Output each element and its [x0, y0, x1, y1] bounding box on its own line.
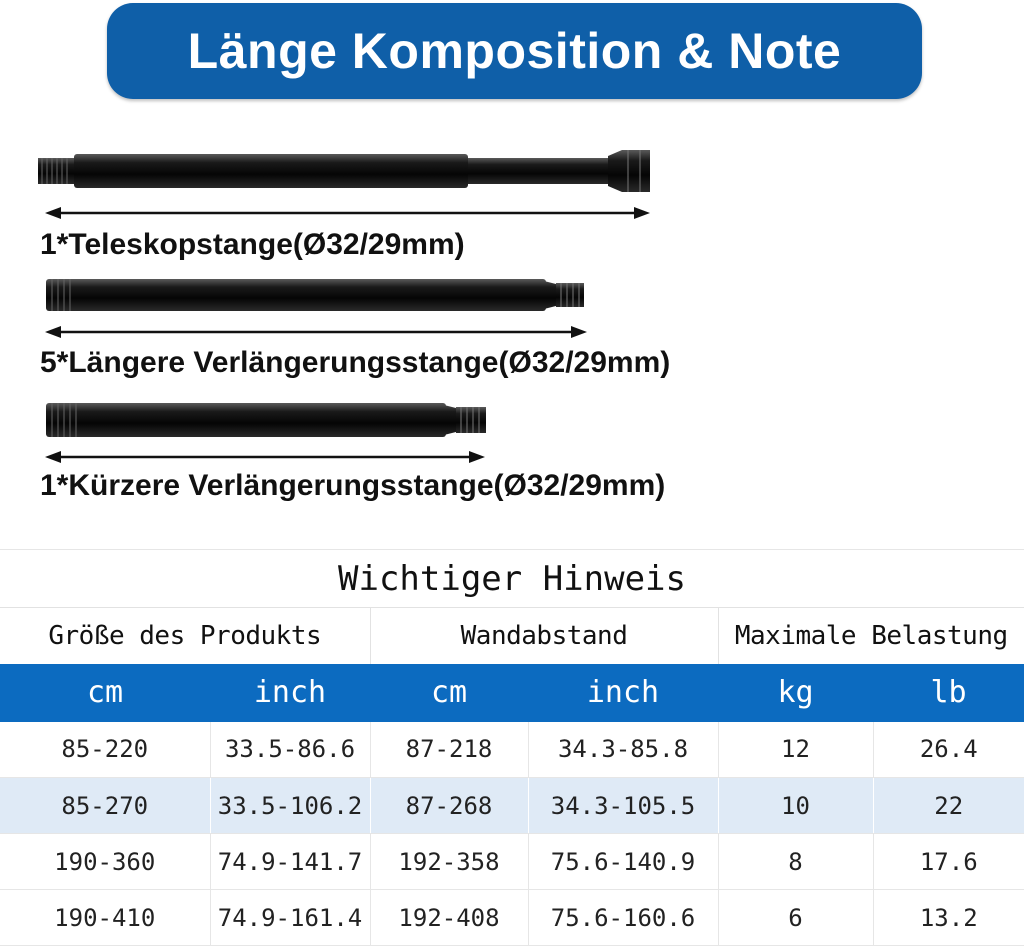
table-row [0, 778, 1024, 834]
table-cell: 74.9-141.7 [210, 834, 370, 890]
table-cell: 87-268 [370, 778, 528, 834]
table-cell: 22 [873, 778, 1024, 834]
table-row [0, 834, 1024, 890]
unit-header: lb [873, 664, 1024, 722]
title-banner [107, 3, 922, 99]
telescopic-rod-label: 1*Teleskopstange(Ø32/29mm) [40, 228, 465, 261]
table-cell: 34.3-105.5 [528, 778, 718, 834]
table-cell: 8 [718, 834, 873, 890]
table-cell: 33.5-86.6 [210, 722, 370, 778]
table-cell: 13.2 [873, 890, 1024, 946]
unit-header: inch [210, 664, 370, 722]
table-cell: 87-218 [370, 722, 528, 778]
table-row [0, 890, 1024, 946]
table-cell: 74.9-161.4 [210, 890, 370, 946]
table-cell: 75.6-160.6 [528, 890, 718, 946]
table-cell: 33.5-106.2 [210, 778, 370, 834]
telescopic-rod-image [38, 148, 653, 196]
group-header-wall-distance: Wandabstand [370, 608, 718, 664]
unit-header: kg [718, 664, 873, 722]
table-cell: 85-270 [0, 778, 210, 834]
notice-title: Wichtiger Hinweis [338, 558, 686, 599]
table-cell: 190-360 [0, 834, 210, 890]
important-notice-heading [0, 549, 1024, 607]
table-cell: 85-220 [0, 722, 210, 778]
table-cell: 190-410 [0, 890, 210, 946]
table-cell: 12 [718, 722, 873, 778]
unit-header: cm [0, 664, 210, 722]
table-group-header-row [0, 608, 1024, 664]
spec-table [0, 607, 1024, 946]
longer-extension-rod-image [46, 276, 586, 314]
table-cell: 10 [718, 778, 873, 834]
telescopic-length-arrow-icon [45, 205, 650, 221]
shorter-extension-rod-image [46, 400, 488, 440]
unit-header: inch [528, 664, 718, 722]
table-cell: 192-358 [370, 834, 528, 890]
group-header-max-load: Maximale Belastung [718, 608, 1024, 664]
table-cell: 6 [718, 890, 873, 946]
shorter-extension-rod-label: 1*Kürzere Verlängerungsstange(Ø32/29mm) [40, 469, 666, 502]
table-cell: 34.3-85.8 [528, 722, 718, 778]
table-unit-header-row [0, 664, 1024, 722]
table-cell: 192-408 [370, 890, 528, 946]
longer-length-arrow-icon [45, 324, 587, 340]
table-cell: 26.4 [873, 722, 1024, 778]
table-cell: 17.6 [873, 834, 1024, 890]
shorter-length-arrow-icon [45, 449, 485, 465]
longer-extension-rod-label: 5*Längere Verlängerungsstange(Ø32/29mm) [40, 346, 671, 379]
group-header-size: Größe des Produkts [0, 608, 370, 664]
table-cell: 75.6-140.9 [528, 834, 718, 890]
table-row [0, 722, 1024, 778]
unit-header: cm [370, 664, 528, 722]
page-title: Länge Komposition & Note [187, 23, 842, 79]
